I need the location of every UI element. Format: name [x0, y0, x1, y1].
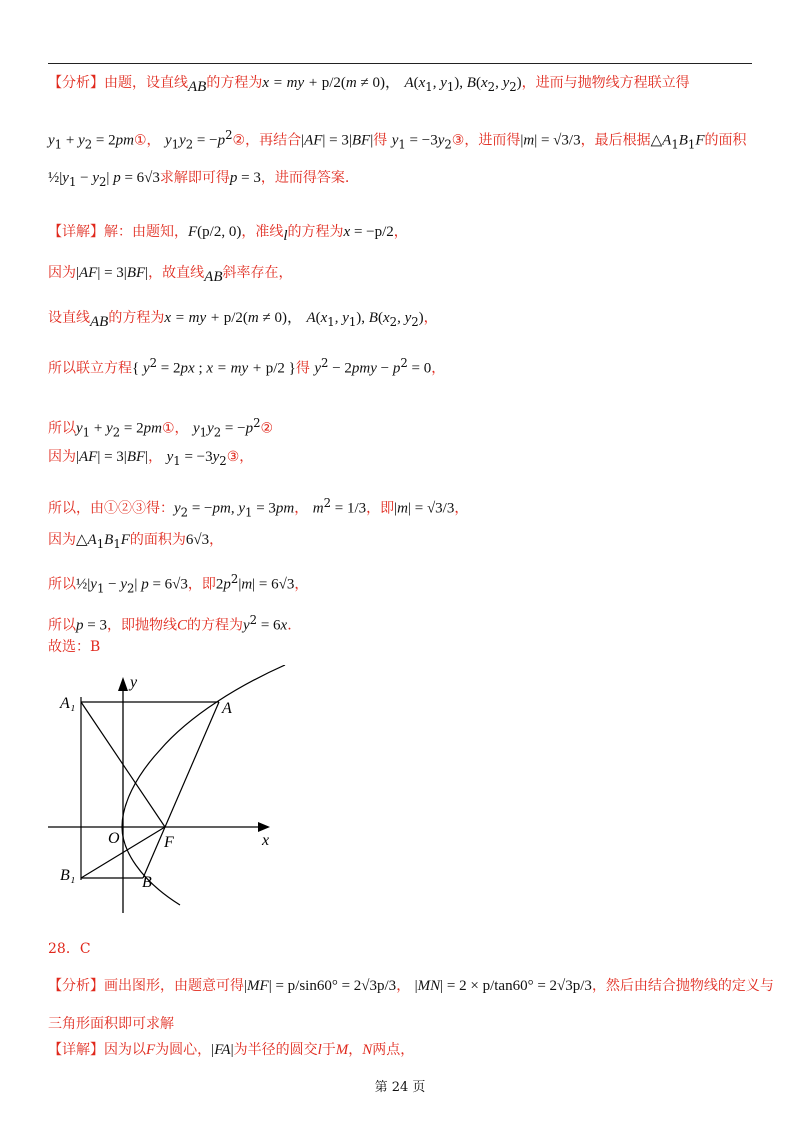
- origin-label: O: [108, 830, 120, 847]
- detail-line-5: 所以$y_1 + y_2$ = 2pm①， $y_1y_2$ = $-p^2②$: [48, 416, 274, 440]
- detail-line-3: 设直线$_{AB}$的方程为x = my + p/2(m ≠ 0)， $A(x_1$, $y_1$), $B(x_2$, $y_2$)，: [48, 310, 438, 330]
- point-a-label: A: [222, 700, 232, 717]
- p28-analysis-line-1: 【分析】画出图形，由题意可得|MF| = p/sin60° = 2√3p/3， |MN| = 2 × p/tan60° = 2√3p/3，然后由结合抛物线的定义与: [48, 978, 774, 994]
- y-axis-arrow: [118, 677, 128, 691]
- point-b1-label: B₁: [60, 867, 76, 884]
- detail-line-10: 所以p = 3，即抛物线C的方程为$y^2 = 6x$.: [48, 613, 292, 634]
- point-b-label: B: [142, 874, 152, 891]
- detail-line-4: 所以联立方程{ $y^2 = 2px$ ; x = my + p/2 }得 $y^2 - 2pmy - p^2 = 0$，: [48, 356, 446, 377]
- detail-line-2: 因为|AF| = 3|BF|，故直线$_{AB}$斜率存在，: [48, 265, 293, 285]
- answer-choice: 故选：B: [48, 639, 101, 655]
- analysis-line-2: $y_1 + y_2$ = 2pm①， $y_1y_2$ = $-p^2②$，再结合|AF| = 3|BF|得 $y_1$ = $-3y_2③$，进而得|m| = √3/3，最后根据$\triangle A_1B_1F$的面积: [48, 128, 747, 152]
- detail-line-9: 所以$\frac{1}{2}|y_1 - y_2|$ p = 6√3，即$2p^2|m| = 6√3$，: [48, 572, 309, 596]
- x-axis-label: x: [262, 832, 270, 849]
- y-axis-label: y: [130, 674, 138, 691]
- x-axis-arrow: [258, 822, 270, 832]
- point-a1-label: A₁: [60, 695, 76, 712]
- detail-line-6: 因为|AF| = 3|BF|， $y_1$ = $-3y_2③$，: [48, 449, 254, 468]
- problem-28-answer: 28．C: [48, 941, 91, 957]
- parabola-figure: [40, 665, 290, 915]
- detail-line-1: 【详解】解：由题知，F(p/2, 0)，准线$_l$的方程为x = −p/2，: [48, 224, 408, 244]
- focus-label: F: [164, 834, 174, 851]
- page-number: 第 24 页: [374, 1080, 426, 1095]
- detail-line-7: 所以，由①②③得：$y_2 = -pm$, $y_1 = 3pm$， $m^2 = 1/3$，即|m| = √3/3，: [48, 496, 469, 520]
- header-rule: [48, 63, 752, 64]
- analysis-line-3: $\frac{1}{2}|y_1 - y_2|$ p = 6√3求解即可得p = 3，进而得答案.: [48, 170, 350, 189]
- analysis-line-1: 【分析】由题，设直线$_{AB}$的方程为x = my + p/2(m ≠ 0)， $A(x_1$, $y_1$), $B(x_2$, $y_2$)，进而与抛物线方程联立得: [48, 75, 690, 95]
- detail-line-8: 因为$\triangle A_1B_1F$的面积为6√3，: [48, 532, 224, 551]
- p28-detail-line-1: 【详解】因为以F为圆心，|FA|为半径的圆交l于M，N两点，: [48, 1042, 415, 1058]
- p28-analysis-line-2: 三角形面积即可求解: [48, 1016, 174, 1032]
